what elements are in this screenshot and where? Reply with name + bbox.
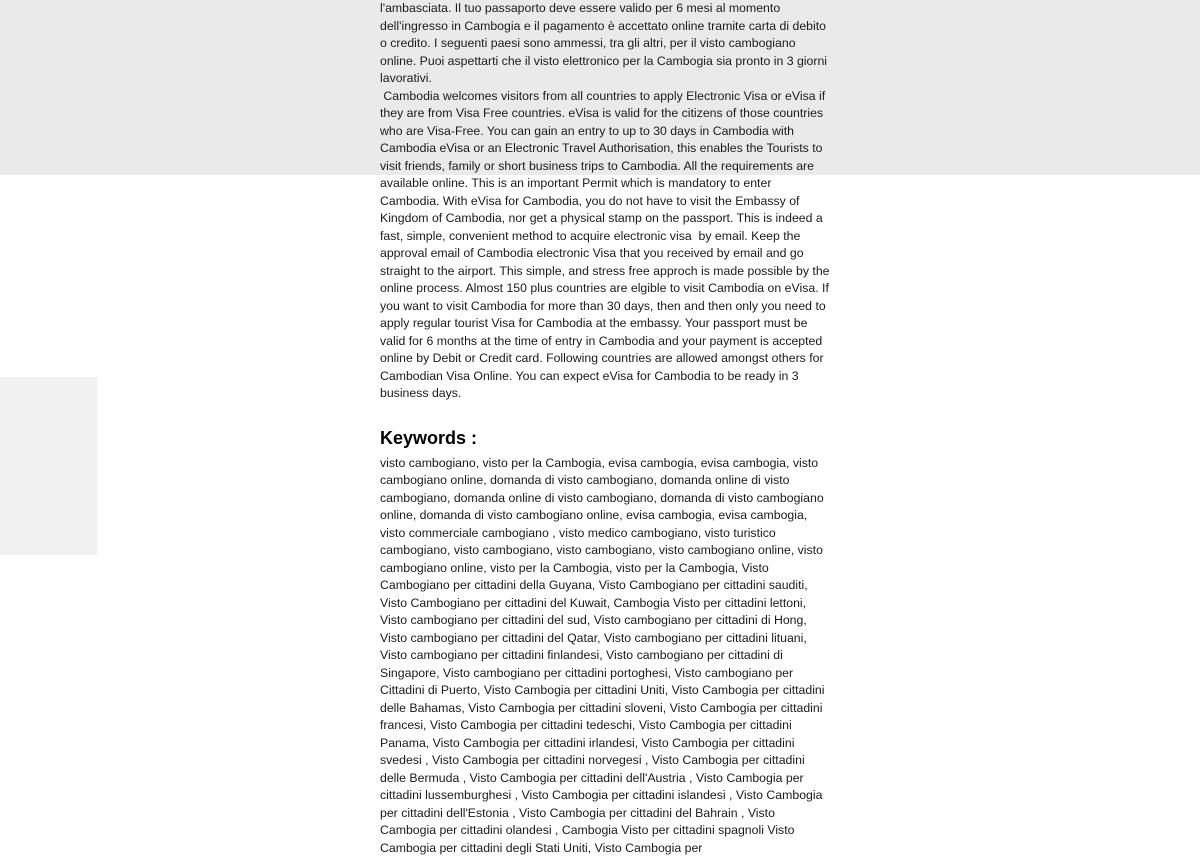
paragraph-italian: l'ambasciata. Il tuo passaporto deve essere valido per 6 mesi al momento dell'ingresso in Cambogia e il pagamento è accettato online tramite carta di debito o credito. I seguenti paesi sono ammessi, tra gli altri, per il visto cambogiano online. Puoi aspettarti che il visto elettronico per la Cambogia sia pronto in 3 giorni lavorativi. xyxy=(380,0,832,88)
left-grey-block xyxy=(0,377,97,555)
keywords-list: visto cambogiano, visto per la Cambogia, evisa cambogia, evisa cambogia, visto cambogiano online, domanda di visto cambogiano, domanda online di visto cambogiano, domanda online di visto cambogiano, domanda di visto cambogiano online, domanda di visto cambogiano online, evisa cambogia, evisa cambogia, visto commerciale cambogiano , visto medico cambogiano, visto turistico cambogiano, visto cambogiano, visto cambogiano, visto cambogiano online, visto cambogiano online, visto per la Cambogia, visto per la Cambogia, Visto Cambogiano per cittadini della Guyana, Visto Cambogiano per cittadini sauditi, Visto Cambogiano per cittadini del Kuwait, Cambogia Visto per cittadini lettoni, Visto cambogiano per cittadini del sud, Visto cambogiano per cittadini di Hong, Visto cambogiano per cittadini del Qatar, Visto cambogiano per cittadini lituani, Visto cambogiano per cittadini finlandesi, Visto cambogiano per cittadini di Singapore, Visto cambogiano per cittadini portoghesi, Visto cambogiano per Cittadini di Puerto, Visto Cambogia per cittadini Uniti, Visto Cambogia per cittadini delle Bahamas, Visto Cambogia per cittadini sloveni, Visto Cambogia per cittadini francesi, Visto Cambogia per cittadini tedeschi, Visto Cambogia per cittadini Panama, Visto Cambogia per cittadini irlandesi, Visto Cambogia per cittadini svedesi , Visto Cambogia per cittadini norvegesi , Visto Cambogia per cittadini delle Bermuda , Visto Cambogia per cittadini dell'Austria , Visto Cambogia per cittadini lussemburghesi , Visto Cambogia per cittadini islandesi , Visto Cambogia per cittadini dell'Estonia , Visto Cambogia per cittadini del Bahrain , Visto Cambogia per cittadini olandesi , Cambogia Visto per cittadini spagnoli Visto Cambogia per cittadini degli Stati Uniti, Visto Cambogia per xyxy=(380,455,832,857)
paragraph-english: Cambodia welcomes visitors from all countries to apply Electronic Visa or eVisa if they are from Visa Free countries. eVisa is valid for the citizens of those countries who are Visa-Free. You can gain an entry to up to 30 days in Cambodia with Cambodia eVisa or an Electronic Travel Authorisation, this enables the Tourists to visit friends, family or short business trips to Cambodia. All the requirements are available online. This is an important Permit which is mandatory to enter Cambodia. With eVisa for Cambodia, you do not have to visit the Embassy of Kingdom of Cambodia, nor get a physical stamp on the passport. This is indeed a fast, simple, convenient method to acquire electronic visa by email. Keep the approval email of Cambodia electronic Visa that you received by email and go straight to the airport. This simple, and stress free approch is made possible by the online process. Almost 150 plus countries are elgible to visit Cambodia on eVisa. If you want to visit Cambodia for more than 30 days, then and then only you need to apply regular tourist Visa for Cambodia at the embassy. Your passport must be valid for 6 months at the time of entry in Cambodia and your payment is accepted online by Debit or Credit card. Following countries are allowed amongst others for Cambodian Visa Online. You can expect eVisa for Cambodia to be ready in 3 business days. xyxy=(380,88,832,403)
document-content-column xyxy=(380,0,832,857)
keywords-heading: Keywords : xyxy=(380,427,832,449)
